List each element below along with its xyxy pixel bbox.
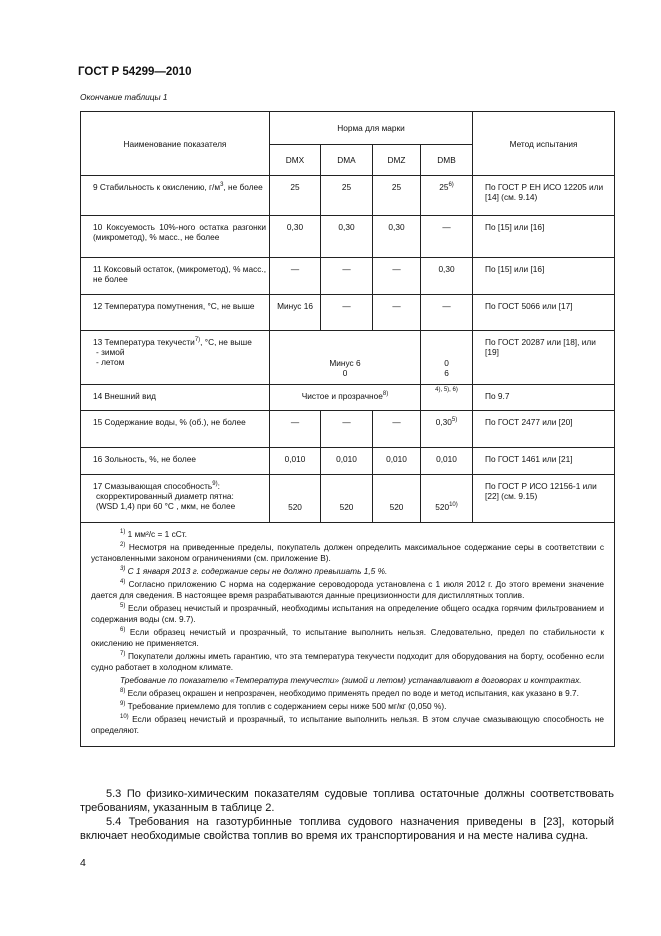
row-name: 15 Содержание воды, % (об.), не более [81,411,270,448]
table-notes [81,523,615,747]
table-row [81,448,615,475]
merged-value-cell: Чистое и прозрачное$^{8)}$ [270,385,421,411]
header-norm: Норма для марки [270,112,473,145]
value-cell: 25$^{6)}$ [421,176,473,216]
method-cell: По ГОСТ 5066 или [17] [473,295,615,331]
value-cell: 0,010 [373,448,421,475]
row-name: 17 Смазывающая способность$^{9)}$: скорректированный диаметр пятна: (WSD 1,4) при 60 °С , мкм, не более [81,475,270,523]
method-cell: По ГОСТ 2477 или [20] [473,411,615,448]
method-cell: По [15] или [16] [473,216,615,258]
value-cell: 0,010 [421,448,473,475]
table-caption: Окончание таблицы 1 [80,92,168,102]
value-cell: — [321,411,373,448]
value-cell: 520 [270,475,321,523]
footnote: $^{2)}$ Несмотря на приведенные пределы, покупатель должен определить максимальное содержание серы в соответствии с установленными законом ограничениями (см. приложение В). [91,542,605,563]
value-cell: 0,30 [321,216,373,258]
page-header-title: ГОСТ Р 54299—2010 [78,66,192,78]
header-method: Метод испытания [473,112,615,176]
value-cell: — [373,411,421,448]
merged-value-cell: Минус 6 0 [270,331,421,385]
footnote: $^{1)}$ 1 мм²/с = 1 сСт. [120,529,187,539]
value-cell: 520 [321,475,373,523]
value-cell: 25 [321,176,373,216]
row-name: 13 Температура текучести$^{7)}$, °С, не выше - зимой - летом [81,331,270,385]
footnote: $^{5)}$ Если образец нечистый и прозрачный, необходимы испытания на определение общего осадка горячим фильтрованием и содержания воды (см. 9.7). [91,603,605,624]
table-row [81,331,615,385]
table-row [81,295,615,331]
table-row [81,176,615,216]
method-cell: По ГОСТ Р ЕН ИСО 12205 или [14] (см. 9.14) [473,176,615,216]
value-cell: — [270,258,321,295]
value-cell: 0,30 [270,216,321,258]
footnote: $^{4)}$ Согласно приложению С норма на содержание сероводорода установлена с 1 июля 2012 г. До этого времени значение дается для сведения. В настоящее время разрабатываются данные прецизионности для дистиллятных топлив. [91,579,605,600]
grade-dmz: DMZ [373,145,421,176]
value-cell: — [321,295,373,331]
value-cell: — [373,258,421,295]
footnote: $^{6)}$ Если образец нечистый и прозрачный, то испытание выполнить нельзя. Следовательно, предел по стабильности к окислению не применяется. [91,627,605,648]
row-name: 12 Температура помутнения, °С, не выше [81,295,270,331]
value-cell: — [373,295,421,331]
paragraph-5-4: 5.4 Требования на газотурбинные топлива судового назначения приведены в [23], который включает необходимые свойства топлив во время их транспортирования и на месте налива судна. [80,816,614,842]
table-row [81,411,615,448]
row-name: 9 Стабильность к окислению, $г/м^3$, не более [81,176,270,216]
row-name: 10 Коксуемость 10%-ного остатка разгонки (микрометод), % масс., не более [81,216,270,258]
value-cell: 520 [373,475,421,523]
value-cell: 0,010 [321,448,373,475]
footnote: $^{8)}$ Если образец окрашен и непрозрачен, необходимо применять предел по воде и метод испытания, как указано в 9.7. [120,688,579,698]
grade-dma: DMA [321,145,373,176]
row-name: 11 Коксовый остаток, (микрометод), % масс., не более [81,258,270,295]
value-cell: Минус 16 [270,295,321,331]
row-name: 14 Внешний вид [81,385,270,411]
grade-dmb: DMB [421,145,473,176]
footnote: $^{9)}$ Требование приемлемо для топлив с содержанием серы ниже 500 мг/кг (0,050 %). [120,701,447,711]
table-row [81,475,615,523]
grade-dmx: DMX [270,145,321,176]
footnote: $^{7)}$ Покупатели должны иметь гарантию, что эта температура текучести подходит для оборудования на борту, особенно если судно работает в холодном климате. [91,651,605,672]
footnote: $^{3)}$ С 1 января 2013 г. содержание серы не должно превышать 1,5 %. [120,566,388,576]
value-cell: — [421,216,473,258]
header-name: Наименование показателя [81,112,270,176]
value-cell: — [321,258,373,295]
value-cell: 0,30$^{5)}$ [421,411,473,448]
value-cell: 0,30 [373,216,421,258]
value-cell: 0 6 [421,331,473,385]
value-cell: 0,30 [421,258,473,295]
table-row [81,385,615,411]
method-cell: По [15] или [16] [473,258,615,295]
requirements-table [80,111,615,747]
value-cell: 25 [270,176,321,216]
row-name: 16 Зольность, %, не более [81,448,270,475]
page-number: 4 [80,857,86,869]
method-cell: По ГОСТ 1461 или [21] [473,448,615,475]
value-cell: — [270,411,321,448]
notes-row [81,523,615,747]
method-cell: По 9.7 [473,385,615,411]
table-row [81,258,615,295]
value-cell: — [421,295,473,331]
footnote: Требование по показателю «Температура текучести» (зимой и летом) устанавливают в договорах и контрактах. [120,675,582,685]
value-cell: 520$^{10)}$ [421,475,473,523]
value-cell: 0,010 [270,448,321,475]
method-cell: По ГОСТ 20287 или [18], или [19] [473,331,615,385]
footnote: $^{10)}$ Если образец нечистый и прозрачный, то испытание выполнить нельзя. В этом случае смазывающую способность не определяют. [91,714,605,735]
paragraph-5-3: 5.3 По физико-химическим показателям судовые топлива остаточные должны соответствовать требованиям, указанным в таблице 2. [80,788,614,814]
value-cell: 25 [373,176,421,216]
table-row [81,216,615,258]
value-cell: 4), 5), 6) [421,385,473,411]
method-cell: По ГОСТ Р ИСО 12156-1 или [22] (см. 9.15) [473,475,615,523]
